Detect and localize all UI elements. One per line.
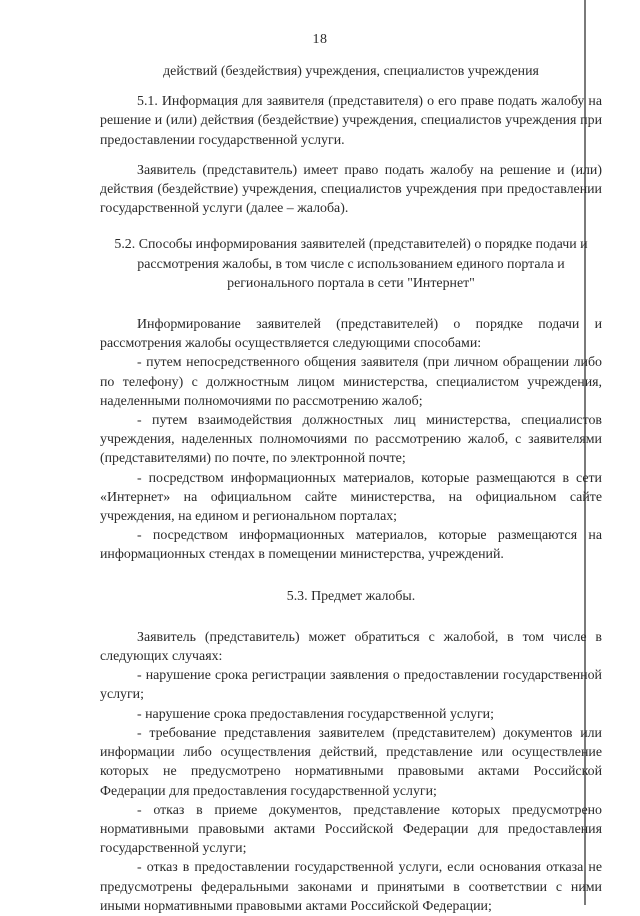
section-5-3-intro: Заявитель (представитель) может обратиться с жалобой, в том числе в следующих случаях: [100, 629, 602, 665]
section-5-2-item: - путем взаимодействия должностных лиц министерства, специалистов учреждения, наделенных полномочиями по рассмотрению жалоб, с заявителями (представителями) по почте, по электронной почте; [100, 413, 602, 467]
section-5-2-item: - посредством информационных материалов, которые размещаются на информационных стендах в помещении министерства, учреждений. [100, 528, 602, 563]
page-number: 18 [312, 32, 328, 47]
section-5-3-item: - отказ в приеме документов, представление которых предусмотрено нормативными правовыми актами Российской Федерации для предоставления государственной услуги; [100, 802, 602, 857]
section-5-1-body: Заявитель (представитель) имеет право подать жалобу на решение и (или) действия (бездействие) учреждения, специалистов учреждения при предоставлении государственной услуги (далее – жалоба). [100, 162, 602, 217]
header-tail-line: действий (бездействия) учреждения, специалистов учреждения [163, 64, 539, 79]
section-5-3-heading: 5.3. Предмет жалобы. [286, 588, 416, 604]
section-5-3-item: - нарушение срока предоставления государственной услуги; [137, 706, 494, 722]
section-5-2-item: - путем непосредственного общения заявителя (при личном обращении либо по телефону) с должностным лицом министерства, специалистом учреждения, наделенными полномочиями по рассмотрению жалоб; [100, 355, 602, 409]
section-5-3-item: - отказ в предоставлении государственной услуги, если основания отказа не предусмотрены федеральными законами и принятыми в соответствии с ними иными нормативными правовыми актами Российской Федерации; [100, 860, 602, 914]
section-5-2-item: - посредством информационных материалов, которые размещаются в сети «Интернет» на официальном сайте министерства, на официальном сайте учреждения, на едином и региональном порталах; [100, 470, 602, 525]
section-5-1-heading: 5.1. Информация для заявителя (представителя) о его праве подать жалобу на решение и (или) действия (бездействие) учреждения, специалистов учреждения при предоставлении государственной услуги. [100, 94, 602, 148]
section-5-3-item: - требование представления заявителем (представителем) документов или информации либо осуществления действий, представление или осуществление которых не предусмотрено нормативными правовыми актами Российской Федерации для предоставления государственной услуги; [100, 725, 602, 799]
section-5-2-intro: Информирование заявителей (представителей) о порядке подачи и рассмотрения жалобы осуществляется следующими способами: [100, 317, 602, 352]
section-5-3-item: - нарушение срока регистрации заявления о предоставлении государственной услуги; [100, 668, 602, 703]
section-5-2-heading: 5.2. Способы информирования заявителей (представителей) о порядке подачи и рассмотрения жалобы, в том числе с использованием единого портала и регионального портала в сети "Интернет" [114, 237, 588, 291]
page-content [100, 62, 602, 916]
